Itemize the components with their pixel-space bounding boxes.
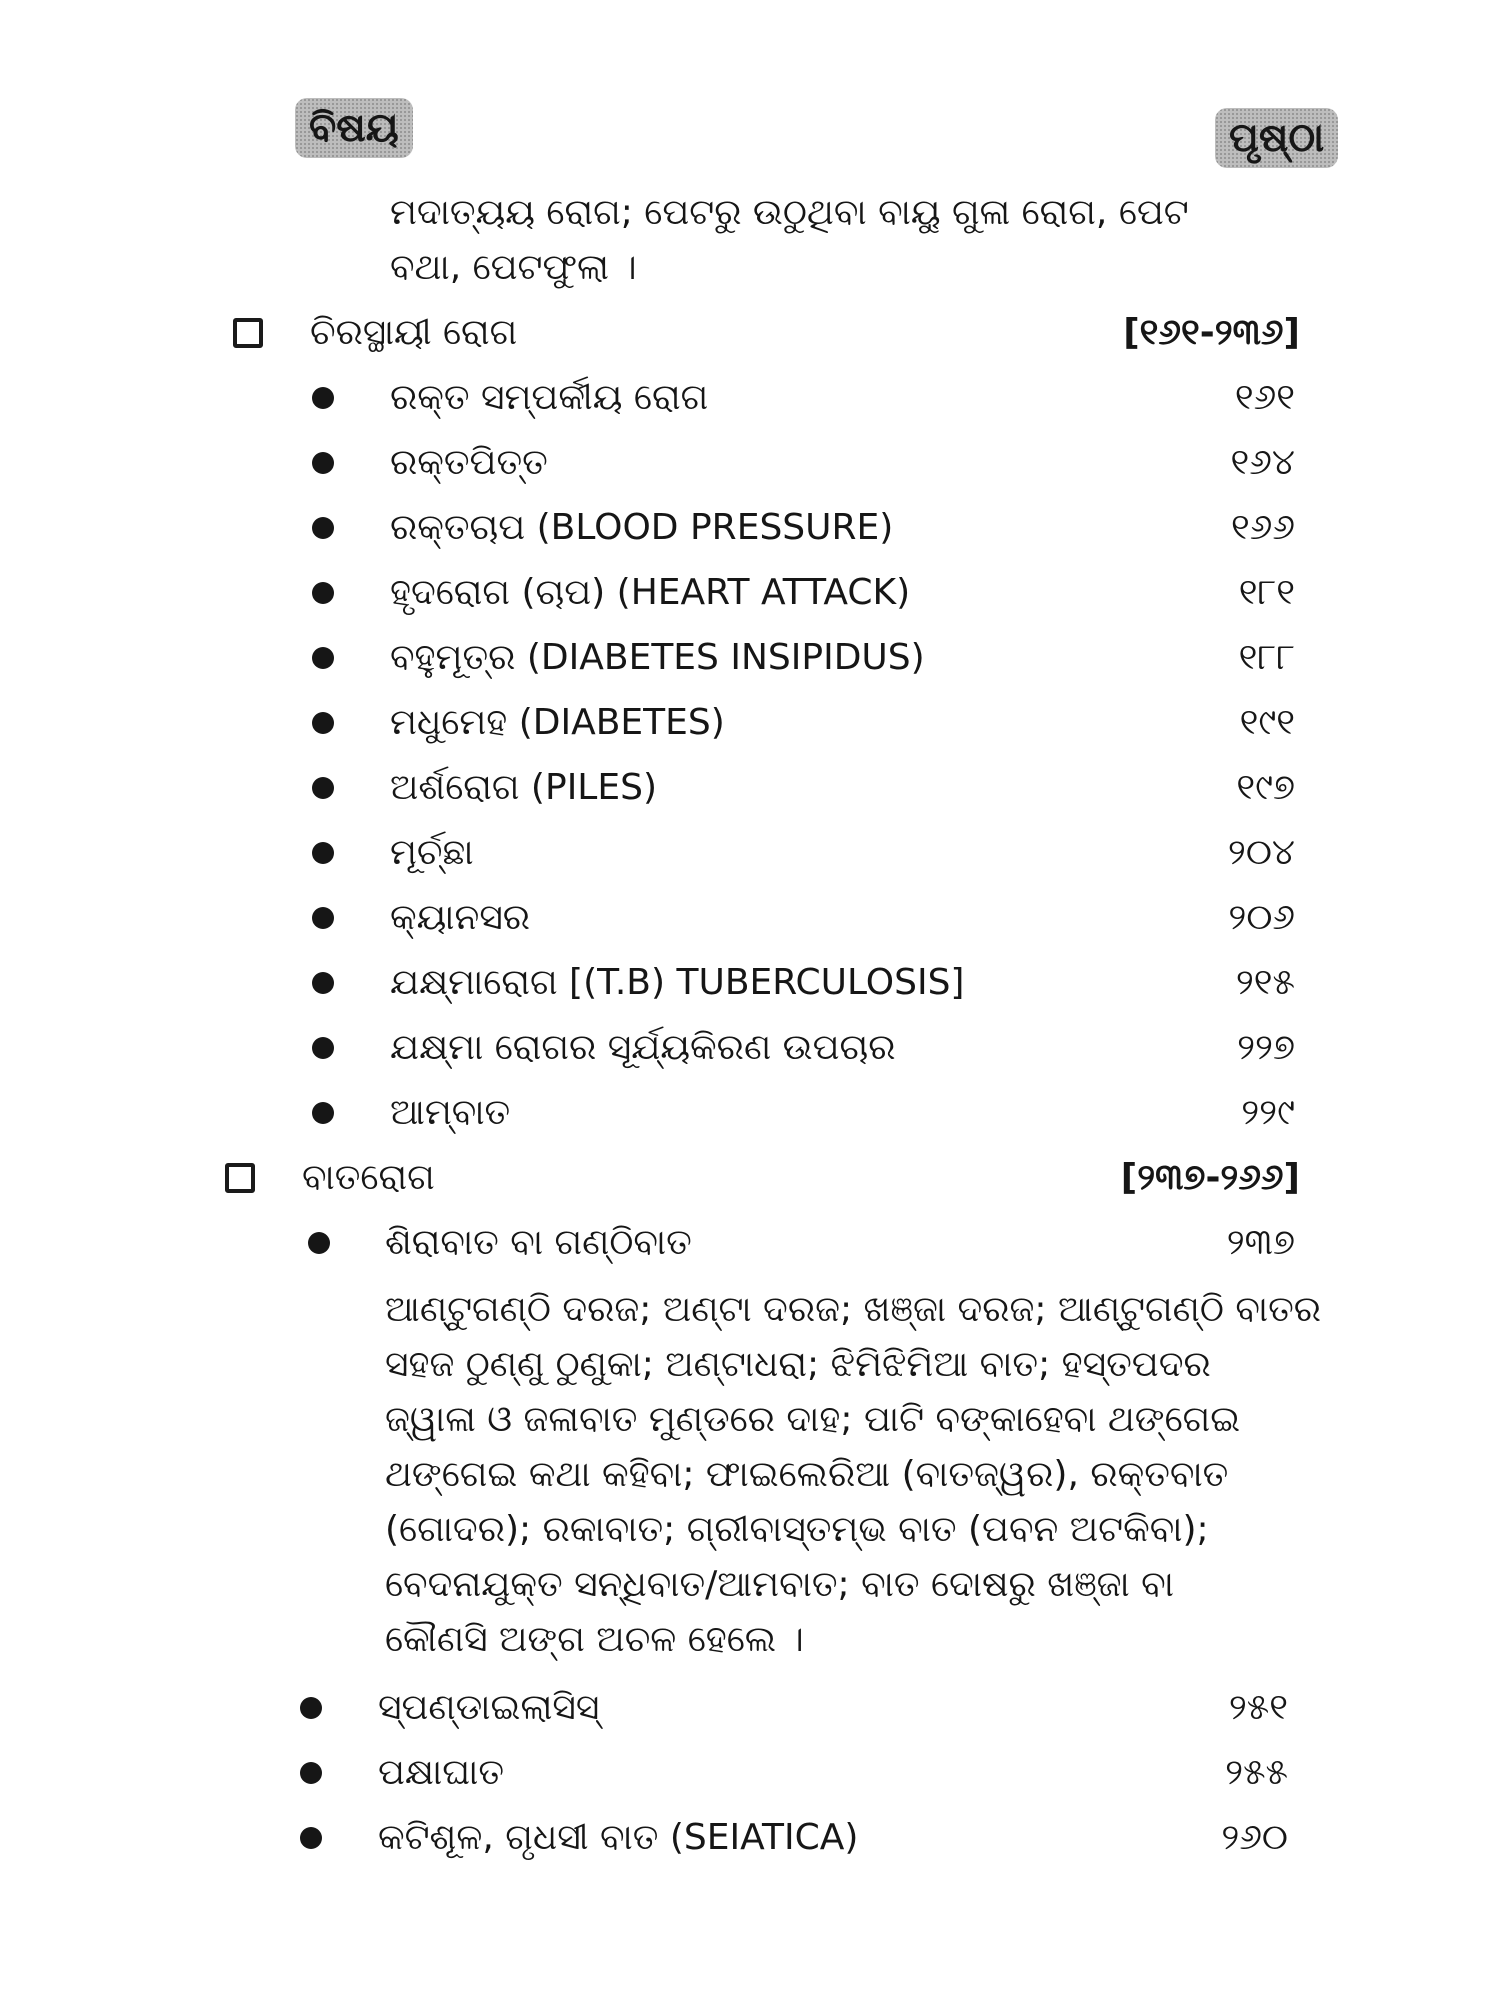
- bullet-icon: [312, 517, 334, 539]
- item-label: ରକ୍ତପିତ୍ତ: [390, 442, 548, 483]
- item-label: ଆମ୍ବାତ: [390, 1092, 511, 1133]
- bullet-icon: [312, 387, 334, 409]
- item-page: ୨୧୫: [1235, 962, 1295, 1003]
- section-heading: [0, 1153, 1500, 1203]
- item-label: ସ୍ପଣ୍ଡାଇଲାସିସ୍: [378, 1687, 600, 1728]
- list-item: [0, 1023, 1500, 1073]
- detail-line: (ଗୋଦର); ରକାବାତ; ଗ୍ରୀବାସ୍ତମ୍ଭ ବାତ (ପବନ ଅଟକିବା);: [385, 1509, 1209, 1550]
- bullet-icon: [312, 582, 334, 604]
- intro-line: ବଥା, ପେଟଫୁଲା ।: [390, 247, 637, 288]
- item-page: ୧୯୭: [1236, 767, 1295, 808]
- list-item: [0, 1813, 1500, 1863]
- bullet-icon: [312, 972, 334, 994]
- subject-header: ବିଷୟ: [295, 98, 413, 158]
- section-page-range: [୧୬୧-୨୩୬]: [1123, 312, 1300, 353]
- section-page-range: [୨୩୭-୨୬୬]: [1120, 1157, 1300, 1198]
- list-item: [0, 1218, 1500, 1268]
- item-label: କଟିଶୂଳ, ଗୃଧସୀ ବାତ (SEIATICA): [378, 1817, 859, 1858]
- item-page: ୨୩୭: [1226, 1222, 1295, 1263]
- list-item: [0, 568, 1500, 618]
- detail-line: ଜ୍ୱାଳା ଓ ଜଳାବାତ ମୁଣ୍ଡରେ ଦାହ; ପାଟି ବଙ୍କାହେବା ଥଙ୍ଗେଇ: [385, 1399, 1241, 1440]
- detail-paragraph: [385, 1282, 1321, 1667]
- list-item: [0, 373, 1500, 423]
- item-label: ଅର୍ଶରୋଗ (PILES): [390, 767, 658, 808]
- item-label: ରକ୍ତ ସମ୍ପର୍କୀୟ ରୋଗ: [390, 377, 709, 418]
- checkbox-icon: [233, 318, 263, 348]
- detail-line: ଥଙ୍ଗେଇ କଥା କହିବା; ଫାଇଲେରିଆ (ବାତଜ୍ୱର), ରକ୍ତବାତ: [385, 1454, 1229, 1495]
- detail-line: ବେଦନାଯୁକ୍ତ ସନ୍ଧିବାତ/ଆମବାତ; ବାତ ଦୋଷରୁ ଖଞ୍ଜା ବା: [385, 1564, 1174, 1605]
- item-label: ବହୁମୂତ୍ର (DIABETES INSIPIDUS): [390, 637, 925, 678]
- item-label: କ୍ୟାନସର: [390, 897, 531, 938]
- intro-line: ମଦାତ୍ୟୟ ରୋଗ; ପେଟରୁ ଉଠୁଥିବା ବାୟୁ ଗୁଳା ରୋଗ, ପେଟ: [390, 192, 1189, 233]
- list-item: [0, 958, 1500, 1008]
- list-item: [0, 1748, 1500, 1798]
- item-page: ୨୫୧: [1228, 1687, 1288, 1728]
- item-label: ମୂର୍ଚ୍ଛା: [390, 832, 474, 873]
- list-item: [0, 1088, 1500, 1138]
- list-item: [0, 828, 1500, 878]
- item-page: ୨୦୪: [1227, 832, 1295, 873]
- bullet-icon: [300, 1697, 322, 1719]
- section-title: ବାତରୋଗ: [302, 1157, 435, 1198]
- bullet-icon: [312, 777, 334, 799]
- checkbox-icon: [225, 1163, 255, 1193]
- section-title: ଚିରସ୍ଥାୟୀ ରୋଗ: [310, 312, 518, 353]
- item-label: ରକ୍ତଚାପ (BLOOD PRESSURE): [390, 507, 894, 548]
- list-item: [0, 633, 1500, 683]
- detail-line: ଆଣ୍ଟୁଗଣ୍ଠି ଦରଜ; ଅଣ୍ଟା ଦରଜ; ଖଞ୍ଜା ଦରଜ; ଆଣ୍ଟୁଗଣ୍ଠି ବାତର: [385, 1289, 1322, 1330]
- bullet-icon: [312, 712, 334, 734]
- page-header: ପୃଷ୍ଠା: [1215, 108, 1338, 168]
- list-item: [0, 1683, 1500, 1733]
- list-item: [0, 698, 1500, 748]
- bullet-icon: [312, 907, 334, 929]
- bullet-icon: [312, 647, 334, 669]
- item-page: ୧୬୪: [1230, 442, 1295, 483]
- item-page: ୧୬୧: [1234, 377, 1295, 418]
- item-page: ୨୬୦: [1221, 1817, 1288, 1858]
- item-label: ଯକ୍ଷ୍ମାରୋଗ [(T.B) TUBERCULOSIS]: [390, 962, 965, 1003]
- item-page: ୧୯୧: [1239, 702, 1295, 743]
- list-item: [0, 893, 1500, 943]
- bullet-icon: [300, 1762, 322, 1784]
- item-page: ୧୮୮: [1238, 637, 1295, 678]
- bullet-icon: [300, 1827, 322, 1849]
- item-label: ମଧୁମେହ (DIABETES): [390, 702, 725, 743]
- item-page: ୧୬୬: [1231, 507, 1295, 548]
- bullet-icon: [308, 1232, 330, 1254]
- item-label: ଯକ୍ଷ୍ମା ରୋଗର ସୂର୍ଯ୍ୟକିରଣ ଉପଚାର: [390, 1027, 896, 1068]
- list-item: [0, 438, 1500, 488]
- item-page: ୨୦୬: [1228, 897, 1295, 938]
- bullet-icon: [312, 452, 334, 474]
- bullet-icon: [312, 1037, 334, 1059]
- item-page: ୨୨୭: [1237, 1027, 1295, 1068]
- list-item: [0, 503, 1500, 553]
- item-label: ପକ୍ଷାଘାତ: [378, 1752, 505, 1793]
- item-page: ୧୮୧: [1238, 572, 1295, 613]
- detail-line: କୌଣସି ଅଙ୍ଗ ଅଚଳ ହେଲେ ।: [385, 1619, 804, 1660]
- item-label: ଶିରାବାତ ବା ଗଣ୍ଠିବାତ: [385, 1222, 692, 1263]
- item-page: ୨୨୯: [1241, 1092, 1295, 1133]
- section-heading: [0, 308, 1500, 358]
- bullet-icon: [312, 842, 334, 864]
- item-label: ହୃଦରୋଗ (ଚାପ) (HEART ATTACK): [390, 572, 911, 613]
- item-page: ୨୫୫: [1225, 1752, 1288, 1793]
- bullet-icon: [312, 1102, 334, 1124]
- list-item: [0, 763, 1500, 813]
- detail-line: ସହଜ ଠୁଣ୍ଣୁ ଠୁଣୁକା; ଅଣ୍ଟାଧରା; ଝିମିଝିମିଆ ବାତ; ହସ୍ତପଦର: [385, 1344, 1211, 1385]
